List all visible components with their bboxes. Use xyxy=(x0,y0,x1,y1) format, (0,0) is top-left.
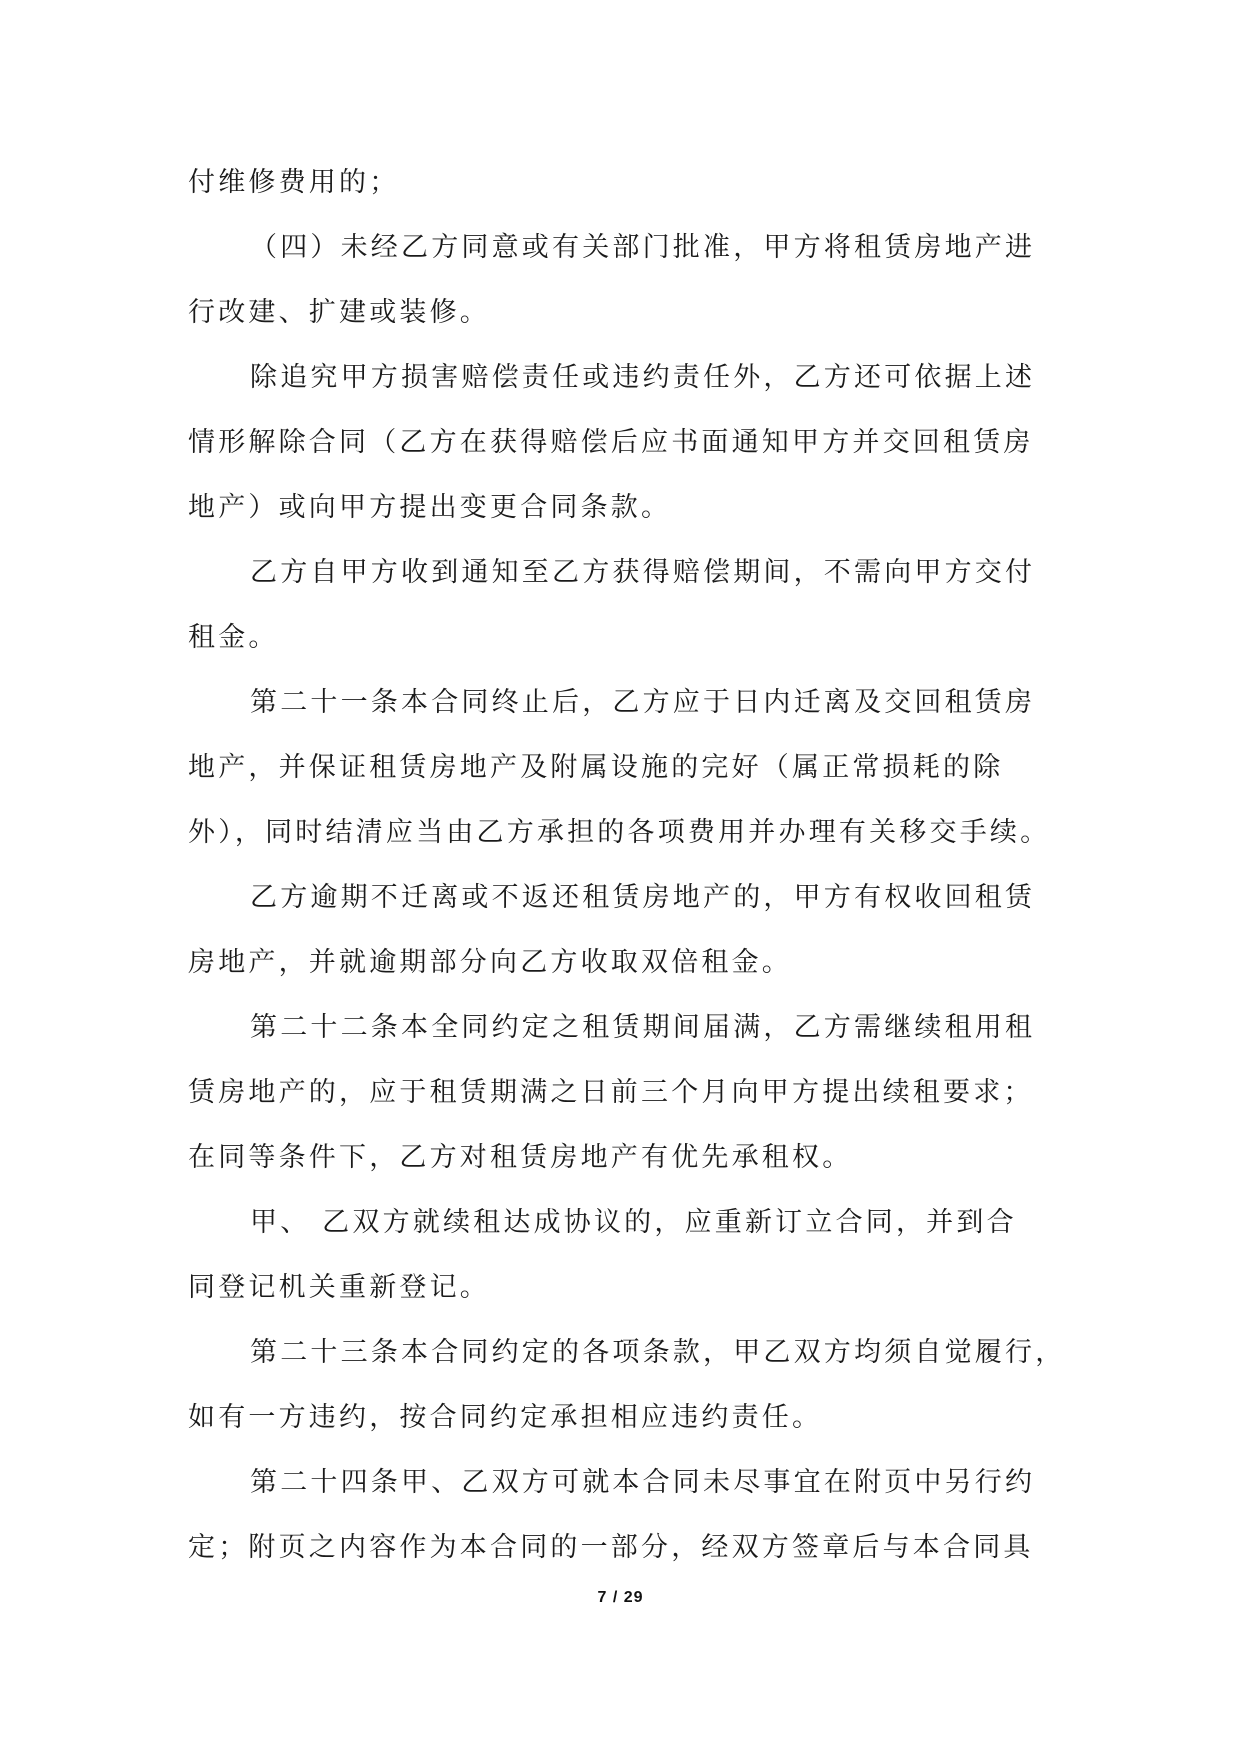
paragraph-7 xyxy=(188,995,1050,1190)
text-line: 地产）或向甲方提出变更合同条款。 xyxy=(188,492,672,523)
paragraph-9 xyxy=(188,1320,1066,1450)
paragraph-4 xyxy=(188,540,1050,670)
text-line: 情形解除合同（乙方在获得赔偿后应书面通知甲方并交回租赁房 xyxy=(188,427,1034,458)
text-line: 第二十四条甲、乙双方可就本合同未尽事宜在附页中另行约 xyxy=(250,1467,1036,1498)
text-line: 甲、 乙双方就续租达成协议的，应重新订立合同，并到合 xyxy=(250,1207,1017,1238)
text-line: 付维修费用的； xyxy=(188,167,400,198)
text-line: 除追究甲方损害赔偿责任或违约责任外，乙方还可依据上述 xyxy=(250,362,1036,393)
text-line: 同登记机关重新登记。 xyxy=(188,1272,490,1303)
text-line: 外），同时结清应当由乙方承担的各项费用并办理有关移交手续。 xyxy=(188,817,1051,848)
text-line: 第二十三条本合同约定的各项条款，甲乙双方均须自觉履行， xyxy=(250,1337,1066,1368)
paragraph-5 xyxy=(188,670,1050,865)
paragraph-10 xyxy=(188,1450,1050,1580)
paragraph-8 xyxy=(188,1190,1050,1320)
text-line: 定；附页之内容作为本合同的一部分，经双方签章后与本合同具 xyxy=(188,1532,1034,1563)
text-line: 地产，并保证租赁房地产及附属设施的完好（属正常损耗的除 xyxy=(188,752,1004,783)
text-line: 乙方逾期不迁离或不返还租赁房地产的，甲方有权收回租赁 xyxy=(250,882,1036,913)
text-line: 如有一方违约，按合同约定承担相应违约责任。 xyxy=(188,1402,823,1433)
text-line: 租金。 xyxy=(188,622,279,653)
text-line: 第二十二条本全同约定之租赁期间届满，乙方需继续租用租 xyxy=(250,1012,1036,1043)
text-line: （四）未经乙方同意或有关部门批准，甲方将租赁房地产进 xyxy=(250,232,1036,263)
paragraph-1 xyxy=(188,150,1050,215)
text-line: 赁房地产的，应于租赁期满之日前三个月向甲方提出续租要求； xyxy=(188,1077,1034,1108)
text-line: 在同等条件下，乙方对租赁房地产有优先承租权。 xyxy=(188,1142,853,1173)
paragraph-6 xyxy=(188,865,1050,995)
paragraph-3 xyxy=(188,345,1050,540)
document-body xyxy=(188,150,1066,1580)
text-line: 第二十一条本合同终止后，乙方应于日内迁离及交回租赁房 xyxy=(250,687,1036,718)
text-line: 房地产，并就逾期部分向乙方收取双倍租金。 xyxy=(188,947,792,978)
text-line: 行改建、扩建或装修。 xyxy=(188,297,490,328)
page-number: 7 / 29 xyxy=(597,1589,644,1606)
paragraph-2 xyxy=(188,215,1050,345)
text-line: 乙方自甲方收到通知至乙方获得赔偿期间，不需向甲方交付 xyxy=(250,557,1036,588)
